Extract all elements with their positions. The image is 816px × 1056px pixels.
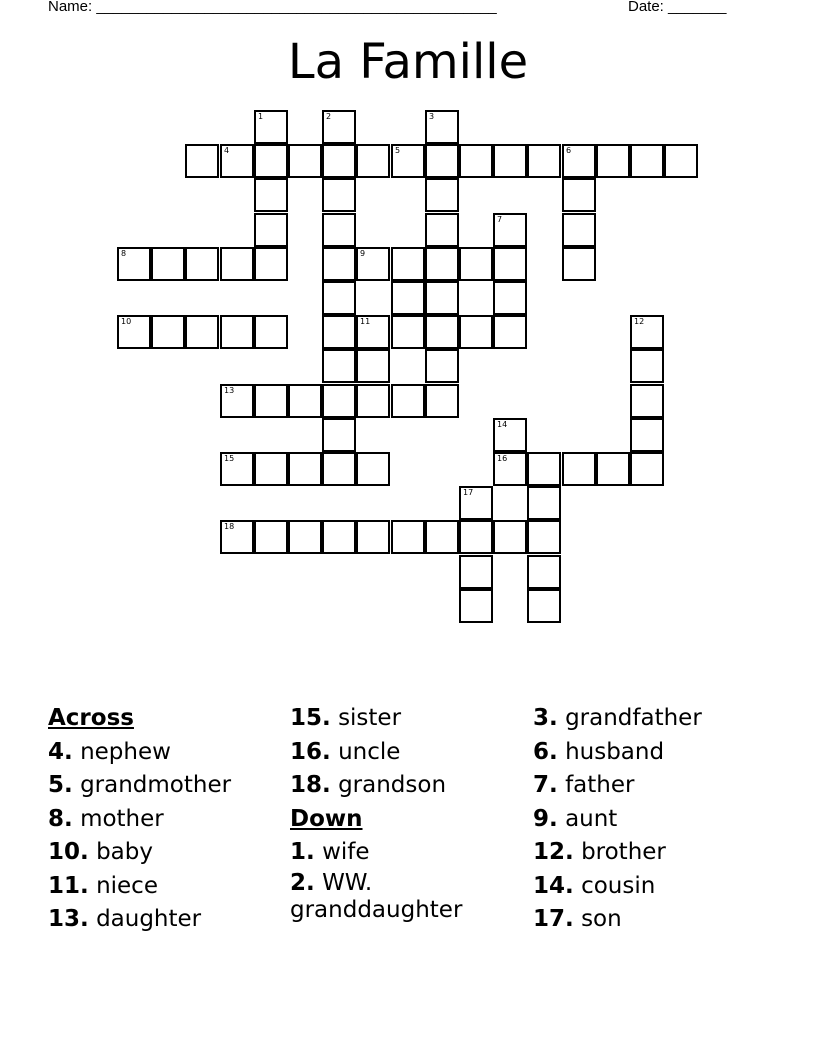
grid-cell[interactable] [459, 555, 493, 589]
grid-cell[interactable] [356, 452, 390, 486]
clue-down-9: 9. aunt [533, 805, 618, 832]
grid-cell[interactable] [493, 281, 527, 315]
grid-cell[interactable] [562, 213, 596, 247]
grid-cell[interactable] [288, 520, 322, 554]
grid-cell[interactable] [254, 247, 288, 281]
grid-cell[interactable] [630, 384, 664, 418]
grid-cell[interactable] [322, 178, 356, 212]
grid-cell[interactable] [254, 315, 288, 349]
grid-cell[interactable] [459, 589, 493, 623]
grid-cell[interactable] [459, 486, 493, 520]
grid-cell[interactable] [630, 144, 664, 178]
grid-cell[interactable] [254, 213, 288, 247]
grid-cell[interactable] [288, 384, 322, 418]
grid-cell[interactable] [220, 144, 254, 178]
grid-cell[interactable] [151, 315, 185, 349]
grid-cell[interactable] [322, 384, 356, 418]
clue-across-8: 8. mother [48, 805, 164, 832]
grid-cell[interactable] [322, 349, 356, 383]
grid-cell[interactable] [322, 110, 356, 144]
grid-cell[interactable] [220, 452, 254, 486]
cell-number: 6 [566, 146, 572, 155]
grid-cell[interactable] [425, 247, 459, 281]
grid-cell[interactable] [425, 315, 459, 349]
grid-cell[interactable] [322, 452, 356, 486]
grid-cell[interactable] [425, 110, 459, 144]
grid-cell[interactable] [562, 144, 596, 178]
grid-cell[interactable] [527, 520, 561, 554]
grid-cell[interactable] [527, 486, 561, 520]
grid-cell[interactable] [562, 247, 596, 281]
grid-cell[interactable] [185, 315, 219, 349]
cell-number: 18 [224, 522, 235, 531]
grid-cell[interactable] [254, 520, 288, 554]
grid-cell[interactable] [254, 110, 288, 144]
grid-cell[interactable] [322, 281, 356, 315]
cell-number: 17 [463, 488, 474, 497]
grid-cell[interactable] [356, 247, 390, 281]
clue-down-12: 12. brother [533, 839, 666, 865]
grid-cell[interactable] [630, 315, 664, 349]
clue-down-17: 17. son [533, 906, 622, 932]
grid-cell[interactable] [322, 418, 356, 452]
grid-cell[interactable] [185, 247, 219, 281]
grid-cell[interactable] [391, 144, 425, 178]
grid-cell[interactable] [527, 589, 561, 623]
grid-cell[interactable] [425, 384, 459, 418]
clue-down-3: 3. grandfather [533, 705, 702, 731]
grid-cell[interactable] [425, 178, 459, 212]
grid-cell[interactable] [391, 315, 425, 349]
grid-cell[interactable] [562, 178, 596, 212]
grid-cell[interactable] [493, 315, 527, 349]
grid-cell[interactable] [151, 247, 185, 281]
grid-cell[interactable] [425, 213, 459, 247]
grid-cell[interactable] [185, 144, 219, 178]
grid-cell[interactable] [288, 452, 322, 486]
grid-cell[interactable] [391, 281, 425, 315]
grid-cell[interactable] [562, 452, 596, 486]
down-heading: Down [290, 805, 363, 832]
clue-down-1: 1. wife [290, 839, 370, 865]
clue-across-18: 18. grandson [290, 772, 447, 798]
cell-number: 1 [258, 112, 264, 121]
grid-cell[interactable] [493, 247, 527, 281]
clue-down-2: 2. WW. granddaughter [290, 869, 463, 923]
grid-cell[interactable] [493, 213, 527, 247]
cell-number: 7 [497, 215, 503, 224]
grid-cell[interactable] [254, 144, 288, 178]
grid-cell[interactable] [391, 520, 425, 554]
grid-cell[interactable] [322, 213, 356, 247]
cell-number: 2 [326, 112, 332, 121]
clue-column-3 [533, 702, 773, 937]
grid-cell[interactable] [459, 520, 493, 554]
clue-down-6: 6. husband [533, 738, 665, 765]
grid-cell[interactable] [425, 144, 459, 178]
date-field-label: Date: _______ [628, 0, 727, 15]
grid-cell[interactable] [493, 144, 527, 178]
clue-across-5: 5. grandmother [48, 772, 232, 798]
grid-cell[interactable] [425, 349, 459, 383]
cell-number: 8 [121, 249, 127, 258]
grid-cell[interactable] [527, 452, 561, 486]
cell-number: 3 [429, 112, 435, 121]
clue-across-15: 15. sister [290, 705, 402, 731]
grid-cell[interactable] [356, 144, 390, 178]
grid-cell[interactable] [356, 520, 390, 554]
grid-cell[interactable] [117, 247, 151, 281]
cell-number: 11 [360, 317, 371, 326]
grid-cell[interactable] [459, 144, 493, 178]
name-field-label: Name: ________________________________________________ [48, 0, 497, 15]
clue-column-2 [290, 702, 530, 928]
grid-cell[interactable] [322, 144, 356, 178]
cell-number: 10 [121, 317, 132, 326]
grid-cell[interactable] [254, 384, 288, 418]
grid-cell[interactable] [288, 144, 322, 178]
cell-number: 13 [224, 386, 235, 395]
grid-cell[interactable] [356, 349, 390, 383]
grid-cell[interactable] [596, 452, 630, 486]
cell-number: 9 [360, 249, 366, 258]
grid-cell[interactable] [425, 281, 459, 315]
grid-cell[interactable] [493, 452, 527, 486]
clue-across-10: 10. baby [48, 839, 153, 865]
clue-down-14: 14. cousin [533, 872, 656, 899]
grid-cell[interactable] [391, 247, 425, 281]
grid-cell[interactable] [493, 418, 527, 452]
cell-number: 12 [634, 317, 645, 326]
grid-cell[interactable] [425, 520, 459, 554]
grid-cell[interactable] [220, 247, 254, 281]
page-title: La Famille [287, 34, 529, 90]
cell-number: 14 [497, 420, 508, 429]
grid-cell[interactable] [630, 418, 664, 452]
grid-cell[interactable] [391, 384, 425, 418]
clue-across-4: 4. nephew [48, 738, 171, 765]
grid-cell[interactable] [630, 452, 664, 486]
clue-across-16: 16. uncle [290, 738, 401, 765]
grid-cell[interactable] [322, 520, 356, 554]
cell-number: 16 [497, 454, 508, 463]
clue-across-11: 11. niece [48, 872, 158, 899]
grid-cell[interactable] [220, 520, 254, 554]
grid-cell[interactable] [322, 315, 356, 349]
grid-cell[interactable] [596, 144, 630, 178]
grid-cell[interactable] [322, 247, 356, 281]
grid-cell[interactable] [254, 452, 288, 486]
grid-cell[interactable] [356, 315, 390, 349]
grid-cell[interactable] [630, 349, 664, 383]
clue-across-13: 13. daughter [48, 906, 202, 932]
across-heading: Across [48, 705, 134, 731]
grid-cell[interactable] [493, 520, 527, 554]
grid-cell[interactable] [664, 144, 698, 178]
grid-cell[interactable] [117, 315, 151, 349]
cell-number: 5 [395, 146, 401, 155]
cell-number: 4 [224, 146, 230, 155]
cell-number: 15 [224, 454, 235, 463]
clue-column-1 [48, 702, 288, 937]
grid-cell[interactable] [254, 178, 288, 212]
clue-down-7: 7. father [533, 772, 635, 798]
grid-cell[interactable] [220, 315, 254, 349]
grid-cell[interactable] [220, 384, 254, 418]
grid-cell[interactable] [459, 315, 493, 349]
grid-cell[interactable] [356, 384, 390, 418]
grid-cell[interactable] [527, 555, 561, 589]
grid-cell[interactable] [459, 247, 493, 281]
grid-cell[interactable] [527, 144, 561, 178]
